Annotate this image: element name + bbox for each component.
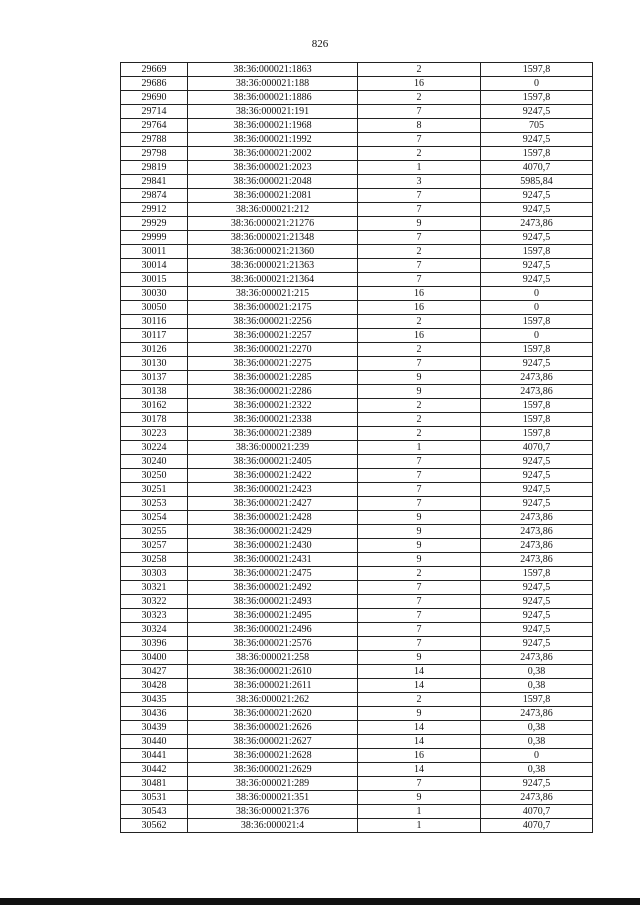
value-cell: 2473,86	[481, 553, 593, 567]
cadastral-number-cell: 38:36:000021:212	[188, 203, 358, 217]
value-cell: 2473,86	[481, 707, 593, 721]
table-row	[121, 651, 593, 665]
row-id-cell: 30014	[121, 259, 188, 273]
value-cell: 9247,5	[481, 777, 593, 791]
value-cell: 1597,8	[481, 427, 593, 441]
table-row	[121, 497, 593, 511]
table-body	[121, 63, 593, 833]
row-id-cell: 30251	[121, 483, 188, 497]
table-row	[121, 385, 593, 399]
category-cell: 8	[358, 119, 481, 133]
cadastral-number-cell: 38:36:000021:2429	[188, 525, 358, 539]
cadastral-number-cell: 38:36:000021:2422	[188, 469, 358, 483]
table-row	[121, 791, 593, 805]
cadastral-number-cell: 38:36:000021:2427	[188, 497, 358, 511]
value-cell: 9247,5	[481, 623, 593, 637]
value-cell: 2473,86	[481, 525, 593, 539]
row-id-cell: 30323	[121, 609, 188, 623]
row-id-cell: 30322	[121, 595, 188, 609]
category-cell: 7	[358, 357, 481, 371]
cadastral-number-cell: 38:36:000021:262	[188, 693, 358, 707]
value-cell: 1597,8	[481, 245, 593, 259]
table-row	[121, 693, 593, 707]
row-id-cell: 30439	[121, 721, 188, 735]
table-row	[121, 91, 593, 105]
row-id-cell: 29764	[121, 119, 188, 133]
category-cell: 2	[358, 567, 481, 581]
row-id-cell: 30240	[121, 455, 188, 469]
category-cell: 7	[358, 105, 481, 119]
value-cell: 0,38	[481, 679, 593, 693]
value-cell: 9247,5	[481, 469, 593, 483]
category-cell: 16	[358, 301, 481, 315]
row-id-cell: 30427	[121, 665, 188, 679]
row-id-cell: 30562	[121, 819, 188, 833]
table-row	[121, 105, 593, 119]
cadastral-number-cell: 38:36:000021:2270	[188, 343, 358, 357]
cadastral-number-cell: 38:36:000021:2275	[188, 357, 358, 371]
cadastral-number-cell: 38:36:000021:2628	[188, 749, 358, 763]
row-id-cell: 30543	[121, 805, 188, 819]
category-cell: 1	[358, 805, 481, 819]
value-cell: 0	[481, 329, 593, 343]
cadastral-number-cell: 38:36:000021:2493	[188, 595, 358, 609]
cadastral-number-cell: 38:36:000021:351	[188, 791, 358, 805]
cadastral-number-cell: 38:36:000021:21276	[188, 217, 358, 231]
table-row	[121, 553, 593, 567]
cadastral-number-cell: 38:36:000021:191	[188, 105, 358, 119]
row-id-cell: 29714	[121, 105, 188, 119]
cadastral-number-cell: 38:36:000021:2576	[188, 637, 358, 651]
row-id-cell: 29686	[121, 77, 188, 91]
cadastral-number-cell: 38:36:000021:21363	[188, 259, 358, 273]
category-cell: 9	[358, 217, 481, 231]
value-cell: 2473,86	[481, 371, 593, 385]
cadastral-number-cell: 38:36:000021:2322	[188, 399, 358, 413]
category-cell: 1	[358, 441, 481, 455]
table-row	[121, 175, 593, 189]
row-id-cell: 30396	[121, 637, 188, 651]
cadastral-number-cell: 38:36:000021:2081	[188, 189, 358, 203]
row-id-cell: 30138	[121, 385, 188, 399]
table-row	[121, 777, 593, 791]
cadastral-number-cell: 38:36:000021:1863	[188, 63, 358, 77]
category-cell: 9	[358, 707, 481, 721]
row-id-cell: 30321	[121, 581, 188, 595]
cadastral-number-cell: 38:36:000021:2431	[188, 553, 358, 567]
category-cell: 7	[358, 273, 481, 287]
category-cell: 14	[358, 679, 481, 693]
cadastral-number-cell: 38:36:000021:2285	[188, 371, 358, 385]
category-cell: 1	[358, 819, 481, 833]
data-table	[120, 62, 593, 833]
table-row	[121, 819, 593, 833]
table-row	[121, 287, 593, 301]
row-id-cell: 30258	[121, 553, 188, 567]
row-id-cell: 30441	[121, 749, 188, 763]
category-cell: 9	[358, 539, 481, 553]
table-row	[121, 119, 593, 133]
cadastral-number-cell: 38:36:000021:1968	[188, 119, 358, 133]
table-row	[121, 259, 593, 273]
cadastral-number-cell: 38:36:000021:2405	[188, 455, 358, 469]
category-cell: 1	[358, 161, 481, 175]
table-row	[121, 329, 593, 343]
category-cell: 2	[358, 413, 481, 427]
category-cell: 7	[358, 609, 481, 623]
table-row	[121, 483, 593, 497]
table-row	[121, 679, 593, 693]
value-cell: 4070,7	[481, 441, 593, 455]
row-id-cell: 30050	[121, 301, 188, 315]
value-cell: 2473,86	[481, 217, 593, 231]
table-row	[121, 623, 593, 637]
category-cell: 7	[358, 623, 481, 637]
cadastral-number-cell: 38:36:000021:2475	[188, 567, 358, 581]
cadastral-number-cell: 38:36:000021:2611	[188, 679, 358, 693]
row-id-cell: 30130	[121, 357, 188, 371]
table-row	[121, 161, 593, 175]
table-row	[121, 581, 593, 595]
value-cell: 0	[481, 287, 593, 301]
table-row	[121, 231, 593, 245]
row-id-cell: 30254	[121, 511, 188, 525]
table-row	[121, 469, 593, 483]
row-id-cell: 29841	[121, 175, 188, 189]
category-cell: 16	[358, 287, 481, 301]
cadastral-number-cell: 38:36:000021:1992	[188, 133, 358, 147]
value-cell: 2473,86	[481, 539, 593, 553]
row-id-cell: 30126	[121, 343, 188, 357]
cadastral-number-cell: 38:36:000021:215	[188, 287, 358, 301]
value-cell: 1597,8	[481, 91, 593, 105]
category-cell: 7	[358, 637, 481, 651]
cadastral-number-cell: 38:36:000021:2257	[188, 329, 358, 343]
row-id-cell: 30436	[121, 707, 188, 721]
cadastral-number-cell: 38:36:000021:239	[188, 441, 358, 455]
row-id-cell: 29788	[121, 133, 188, 147]
row-id-cell: 30011	[121, 245, 188, 259]
row-id-cell: 30224	[121, 441, 188, 455]
cadastral-number-cell: 38:36:000021:2620	[188, 707, 358, 721]
row-id-cell: 29999	[121, 231, 188, 245]
row-id-cell: 29690	[121, 91, 188, 105]
cadastral-number-cell: 38:36:000021:21364	[188, 273, 358, 287]
cadastral-number-cell: 38:36:000021:21360	[188, 245, 358, 259]
category-cell: 7	[358, 259, 481, 273]
table-row	[121, 301, 593, 315]
value-cell: 0	[481, 749, 593, 763]
table-row	[121, 189, 593, 203]
table-row	[121, 609, 593, 623]
cadastral-number-cell: 38:36:000021:2256	[188, 315, 358, 329]
value-cell: 1597,8	[481, 399, 593, 413]
value-cell: 1597,8	[481, 343, 593, 357]
cadastral-number-cell: 38:36:000021:2048	[188, 175, 358, 189]
value-cell: 1597,8	[481, 413, 593, 427]
value-cell: 4070,7	[481, 161, 593, 175]
category-cell: 7	[358, 455, 481, 469]
category-cell: 7	[358, 777, 481, 791]
row-id-cell: 29819	[121, 161, 188, 175]
table-row	[121, 77, 593, 91]
row-id-cell: 30162	[121, 399, 188, 413]
table-row	[121, 217, 593, 231]
value-cell: 4070,7	[481, 805, 593, 819]
cadastral-number-cell: 38:36:000021:2428	[188, 511, 358, 525]
table-row	[121, 371, 593, 385]
cadastral-number-cell: 38:36:000021:2626	[188, 721, 358, 735]
row-id-cell: 30030	[121, 287, 188, 301]
row-id-cell: 30117	[121, 329, 188, 343]
row-id-cell: 30253	[121, 497, 188, 511]
cadastral-number-cell: 38:36:000021:2002	[188, 147, 358, 161]
row-id-cell: 30223	[121, 427, 188, 441]
row-id-cell: 29669	[121, 63, 188, 77]
category-cell: 9	[358, 791, 481, 805]
row-id-cell: 30435	[121, 693, 188, 707]
category-cell: 9	[358, 525, 481, 539]
cadastral-number-cell: 38:36:000021:2492	[188, 581, 358, 595]
value-cell: 1597,8	[481, 567, 593, 581]
category-cell: 7	[358, 581, 481, 595]
category-cell: 16	[358, 77, 481, 91]
value-cell: 9247,5	[481, 273, 593, 287]
category-cell: 2	[358, 63, 481, 77]
cadastral-number-cell: 38:36:000021:2495	[188, 609, 358, 623]
table-row	[121, 567, 593, 581]
cadastral-number-cell: 38:36:000021:289	[188, 777, 358, 791]
category-cell: 7	[358, 483, 481, 497]
row-id-cell: 30257	[121, 539, 188, 553]
category-cell: 2	[358, 91, 481, 105]
cadastral-number-cell: 38:36:000021:2175	[188, 301, 358, 315]
value-cell: 0	[481, 301, 593, 315]
category-cell: 7	[358, 469, 481, 483]
cadastral-number-cell: 38:36:000021:2389	[188, 427, 358, 441]
row-id-cell: 30442	[121, 763, 188, 777]
value-cell: 9247,5	[481, 483, 593, 497]
table-row	[121, 245, 593, 259]
cadastral-number-cell: 38:36:000021:2496	[188, 623, 358, 637]
value-cell: 5985,84	[481, 175, 593, 189]
table-row	[121, 147, 593, 161]
category-cell: 7	[358, 189, 481, 203]
row-id-cell: 30481	[121, 777, 188, 791]
table-row	[121, 805, 593, 819]
table-row	[121, 273, 593, 287]
category-cell: 2	[358, 399, 481, 413]
value-cell: 9247,5	[481, 637, 593, 651]
value-cell: 9247,5	[481, 259, 593, 273]
category-cell: 7	[358, 133, 481, 147]
table-row	[121, 455, 593, 469]
table-row	[121, 399, 593, 413]
value-cell: 2473,86	[481, 511, 593, 525]
value-cell: 0,38	[481, 735, 593, 749]
value-cell: 9247,5	[481, 203, 593, 217]
value-cell: 9247,5	[481, 357, 593, 371]
cadastral-number-cell: 38:36:000021:2430	[188, 539, 358, 553]
value-cell: 705	[481, 119, 593, 133]
category-cell: 7	[358, 203, 481, 217]
cadastral-number-cell: 38:36:000021:2610	[188, 665, 358, 679]
category-cell: 2	[358, 343, 481, 357]
row-id-cell: 30440	[121, 735, 188, 749]
table-row	[121, 441, 593, 455]
row-id-cell: 29929	[121, 217, 188, 231]
row-id-cell: 29798	[121, 147, 188, 161]
row-id-cell: 30255	[121, 525, 188, 539]
cadastral-number-cell: 38:36:000021:2627	[188, 735, 358, 749]
table-row	[121, 427, 593, 441]
table-row	[121, 133, 593, 147]
table-row	[121, 595, 593, 609]
value-cell: 9247,5	[481, 189, 593, 203]
value-cell: 9247,5	[481, 105, 593, 119]
cadastral-number-cell: 38:36:000021:2286	[188, 385, 358, 399]
value-cell: 9247,5	[481, 581, 593, 595]
table-row	[121, 749, 593, 763]
value-cell: 2473,86	[481, 791, 593, 805]
value-cell: 0,38	[481, 721, 593, 735]
cadastral-number-cell: 38:36:000021:21348	[188, 231, 358, 245]
table-row	[121, 707, 593, 721]
value-cell: 9247,5	[481, 497, 593, 511]
scan-edge	[0, 898, 640, 905]
category-cell: 7	[358, 595, 481, 609]
value-cell: 0,38	[481, 665, 593, 679]
table-row	[121, 763, 593, 777]
row-id-cell: 30531	[121, 791, 188, 805]
table-row	[121, 63, 593, 77]
cadastral-number-cell: 38:36:000021:2629	[188, 763, 358, 777]
value-cell: 9247,5	[481, 609, 593, 623]
row-id-cell: 30303	[121, 567, 188, 581]
category-cell: 7	[358, 497, 481, 511]
table-row	[121, 357, 593, 371]
value-cell: 2473,86	[481, 651, 593, 665]
category-cell: 7	[358, 231, 481, 245]
row-id-cell: 29912	[121, 203, 188, 217]
table-row	[121, 665, 593, 679]
category-cell: 9	[358, 385, 481, 399]
category-cell: 16	[358, 749, 481, 763]
row-id-cell: 30178	[121, 413, 188, 427]
value-cell: 4070,7	[481, 819, 593, 833]
cadastral-number-cell: 38:36:000021:188	[188, 77, 358, 91]
row-id-cell: 29874	[121, 189, 188, 203]
value-cell: 1597,8	[481, 147, 593, 161]
row-id-cell: 30116	[121, 315, 188, 329]
cadastral-number-cell: 38:36:000021:4	[188, 819, 358, 833]
table-row	[121, 735, 593, 749]
cadastral-number-cell: 38:36:000021:2338	[188, 413, 358, 427]
cadastral-number-cell: 38:36:000021:1886	[188, 91, 358, 105]
category-cell: 9	[358, 651, 481, 665]
row-id-cell: 30324	[121, 623, 188, 637]
category-cell: 14	[358, 665, 481, 679]
value-cell: 2473,86	[481, 385, 593, 399]
table-row	[121, 637, 593, 651]
value-cell: 1597,8	[481, 693, 593, 707]
category-cell: 14	[358, 735, 481, 749]
row-id-cell: 30400	[121, 651, 188, 665]
table-row	[121, 203, 593, 217]
category-cell: 14	[358, 721, 481, 735]
table-row	[121, 511, 593, 525]
category-cell: 2	[358, 245, 481, 259]
category-cell: 2	[358, 315, 481, 329]
category-cell: 9	[358, 371, 481, 385]
row-id-cell: 30137	[121, 371, 188, 385]
page-number: 826	[311, 38, 329, 50]
row-id-cell: 30428	[121, 679, 188, 693]
category-cell: 16	[358, 329, 481, 343]
value-cell: 0	[481, 77, 593, 91]
category-cell: 2	[358, 427, 481, 441]
value-cell: 9247,5	[481, 595, 593, 609]
table-row	[121, 413, 593, 427]
table-row	[121, 525, 593, 539]
row-id-cell: 30015	[121, 273, 188, 287]
row-id-cell: 30250	[121, 469, 188, 483]
cadastral-number-cell: 38:36:000021:258	[188, 651, 358, 665]
value-cell: 9247,5	[481, 133, 593, 147]
category-cell: 2	[358, 147, 481, 161]
category-cell: 2	[358, 693, 481, 707]
cadastral-number-cell: 38:36:000021:2023	[188, 161, 358, 175]
category-cell: 9	[358, 511, 481, 525]
table-row	[121, 721, 593, 735]
category-cell: 9	[358, 553, 481, 567]
value-cell: 9247,5	[481, 455, 593, 469]
table-row	[121, 539, 593, 553]
cadastral-number-cell: 38:36:000021:2423	[188, 483, 358, 497]
table-row	[121, 315, 593, 329]
value-cell: 9247,5	[481, 231, 593, 245]
cadastral-number-cell: 38:36:000021:376	[188, 805, 358, 819]
value-cell: 1597,8	[481, 63, 593, 77]
table-row	[121, 343, 593, 357]
category-cell: 14	[358, 763, 481, 777]
value-cell: 1597,8	[481, 315, 593, 329]
category-cell: 3	[358, 175, 481, 189]
value-cell: 0,38	[481, 763, 593, 777]
